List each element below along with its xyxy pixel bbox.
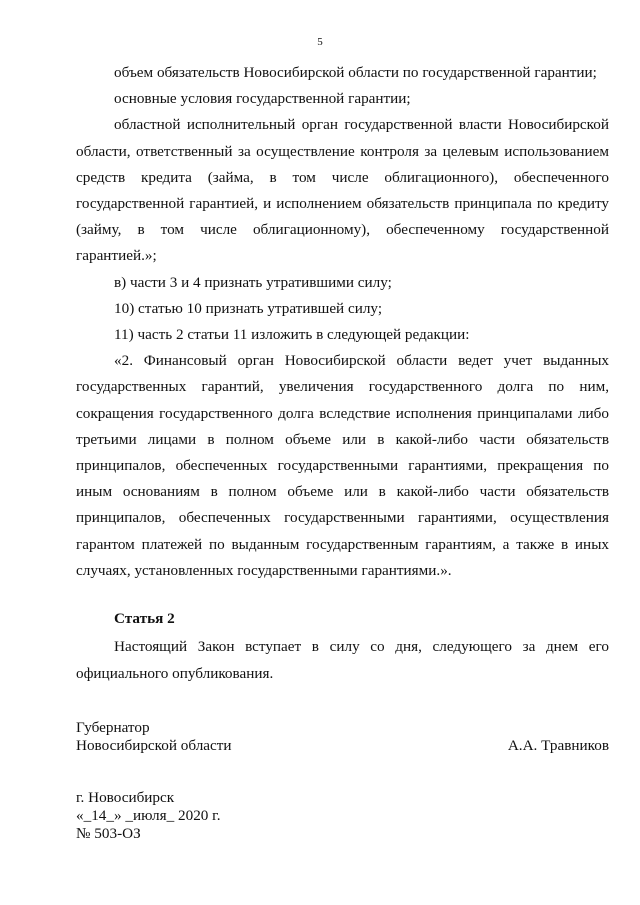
paragraph: областной исполнительный орган государственной власти Новосибирской области, ответственный за осуществление контроля за целевым использованием средств кредита (займа, в том числе облигационного), обеспеченного государственной гарантией, и исполнением обязательств принципала по кредиту (займу, в том числе облигационному), обеспеченному государственной гарантией.»; (76, 116, 609, 265)
paragraph: основные условия государственной гарантии; (114, 90, 411, 108)
article-paragraph: Настоящий Закон вступает в силу со дня, следующего за днем его официального опубликования. (76, 638, 609, 682)
place-date-block (76, 789, 221, 843)
article-body (76, 633, 609, 687)
paragraph: «2. Финансовый орган Новосибирской области ведет учет выданных государственных гарантий, увеличения государственного долга по ним, сокращения государственного долга вследствие исполнения принципалами либо третьими лицами в полном объеме или в какой-либо части обязательств принципалов, обеспеченных государственными гарантиями, прекращения по иным основаниям в полном объеме или в какой-либо части обязательств принципалов, обеспеченных государственными гарантиями, осуществления гарантом платежей по выданным государственным гарантиям, а также в иных случаях, установленных государственными гарантиями.». (76, 352, 609, 579)
paragraph: объем обязательств Новосибирской области по государственной гарантии; (114, 64, 597, 81)
paragraph: 10) статью 10 признать утратившей силу; (114, 299, 383, 317)
signature-row (76, 737, 609, 755)
paragraph: 11) часть 2 статьи 11 изложить в следующей редакции: (114, 326, 470, 344)
law-number: № 503-ОЗ (76, 825, 141, 842)
city: г. Новосибирск (76, 789, 175, 806)
signer-title-line2: Новосибирской области (76, 737, 232, 754)
article-heading: Статья 2 (114, 610, 175, 627)
page-number: 5 (317, 36, 323, 48)
paragraph: в) части 3 и 4 признать утратившими силу; (114, 273, 392, 291)
law-date: «_14_» _июля_ 2020 г. (76, 807, 221, 824)
signer-title-line1: Губернатор (76, 719, 150, 736)
signer-name: А.А. Травников (507, 737, 609, 754)
signature-block (76, 719, 609, 755)
body-text (76, 60, 609, 584)
